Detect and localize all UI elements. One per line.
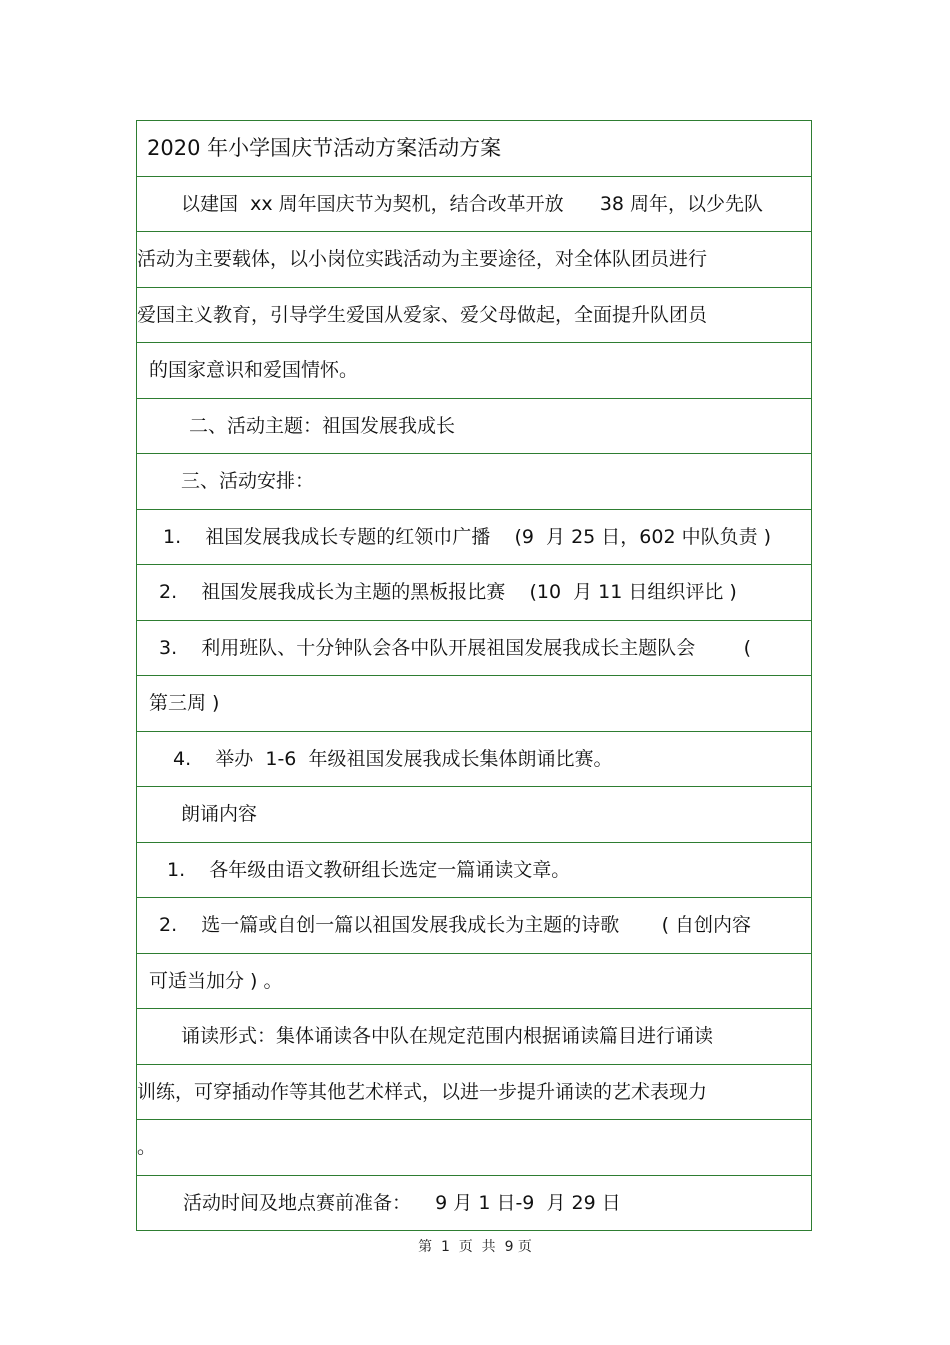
table-row (137, 177, 811, 233)
list-item: 1. 各年级由语文教研组长选定一篇诵读文章。 (167, 858, 571, 881)
table-row (137, 843, 811, 899)
list-item: 2. 祖国发展我成长为主题的黑板报比赛 (10 月 11 日组织评比 ) (159, 581, 737, 603)
table-row (137, 1009, 811, 1065)
document-title: 2020 年小学国庆节活动方案活动方案 (147, 136, 502, 160)
paragraph-line: 。 (137, 1136, 157, 1158)
table-row (137, 676, 811, 732)
table-row (137, 565, 811, 621)
table-row (137, 1176, 811, 1232)
table-row (137, 787, 811, 843)
paragraph-line: 诵读形式：集体诵读各中队在规定范围内根据诵读篇目进行诵读 (181, 1025, 714, 1047)
table-row (137, 454, 811, 510)
table-row (137, 954, 811, 1010)
section-heading: 三、活动安排： (181, 470, 315, 492)
paragraph-line: 第三周 ) (149, 692, 220, 714)
list-item: 4. 举办 1-6 年级祖国发展我成长集体朗诵比赛。 (173, 747, 613, 770)
table-row (137, 343, 811, 399)
section-heading: 二、活动主题：祖国发展我成长 (189, 414, 456, 437)
paragraph-line: 训练，可穿插动作等其他艺术样式，以进一步提升诵读的艺术表现力 (137, 1080, 708, 1103)
table-row (137, 399, 811, 455)
table-row (137, 1120, 811, 1176)
table-row (137, 621, 811, 677)
table-row (137, 732, 811, 788)
paragraph-line: 爱国主义教育，引导学生爱国从爱家、爱父母做起，全面提升队团员 (137, 303, 708, 326)
paragraph-line: 的国家意识和爱国情怀。 (149, 359, 359, 381)
title-row (137, 121, 811, 177)
table-row (137, 288, 811, 344)
list-item: 1. 祖国发展我成长专题的红领巾广播 (9 月 25 日，602 中队负责 ) (163, 525, 772, 548)
paragraph-line: 以建国 xx 周年国庆节为契机，结合改革开放 38 周年，以少先队 (181, 192, 764, 215)
table-row (137, 232, 811, 288)
list-item: 2. 选一篇或自创一篇以祖国发展我成长为主题的诗歌 ( 自创内容 (159, 914, 752, 936)
paragraph-line: 活动时间及地点赛前准备： 9 月 1 日-9 月 29 日 (183, 1191, 621, 1214)
section-heading: 朗诵内容 (181, 803, 258, 825)
paragraph-line: 活动为主要载体，以小岗位实践活动为主要途径，对全体队团员进行 (137, 248, 708, 270)
list-item: 3. 利用班队、十分钟队会各中队开展祖国发展我成长主题队会 ( (159, 636, 752, 659)
page-number-footer: 第 1 页 共 9 页 (418, 1239, 532, 1255)
table-row (137, 1065, 811, 1121)
table-row (137, 510, 811, 566)
table-row (137, 898, 811, 954)
document-table (136, 120, 812, 1231)
paragraph-line: 可适当加分 ) 。 (149, 969, 283, 992)
